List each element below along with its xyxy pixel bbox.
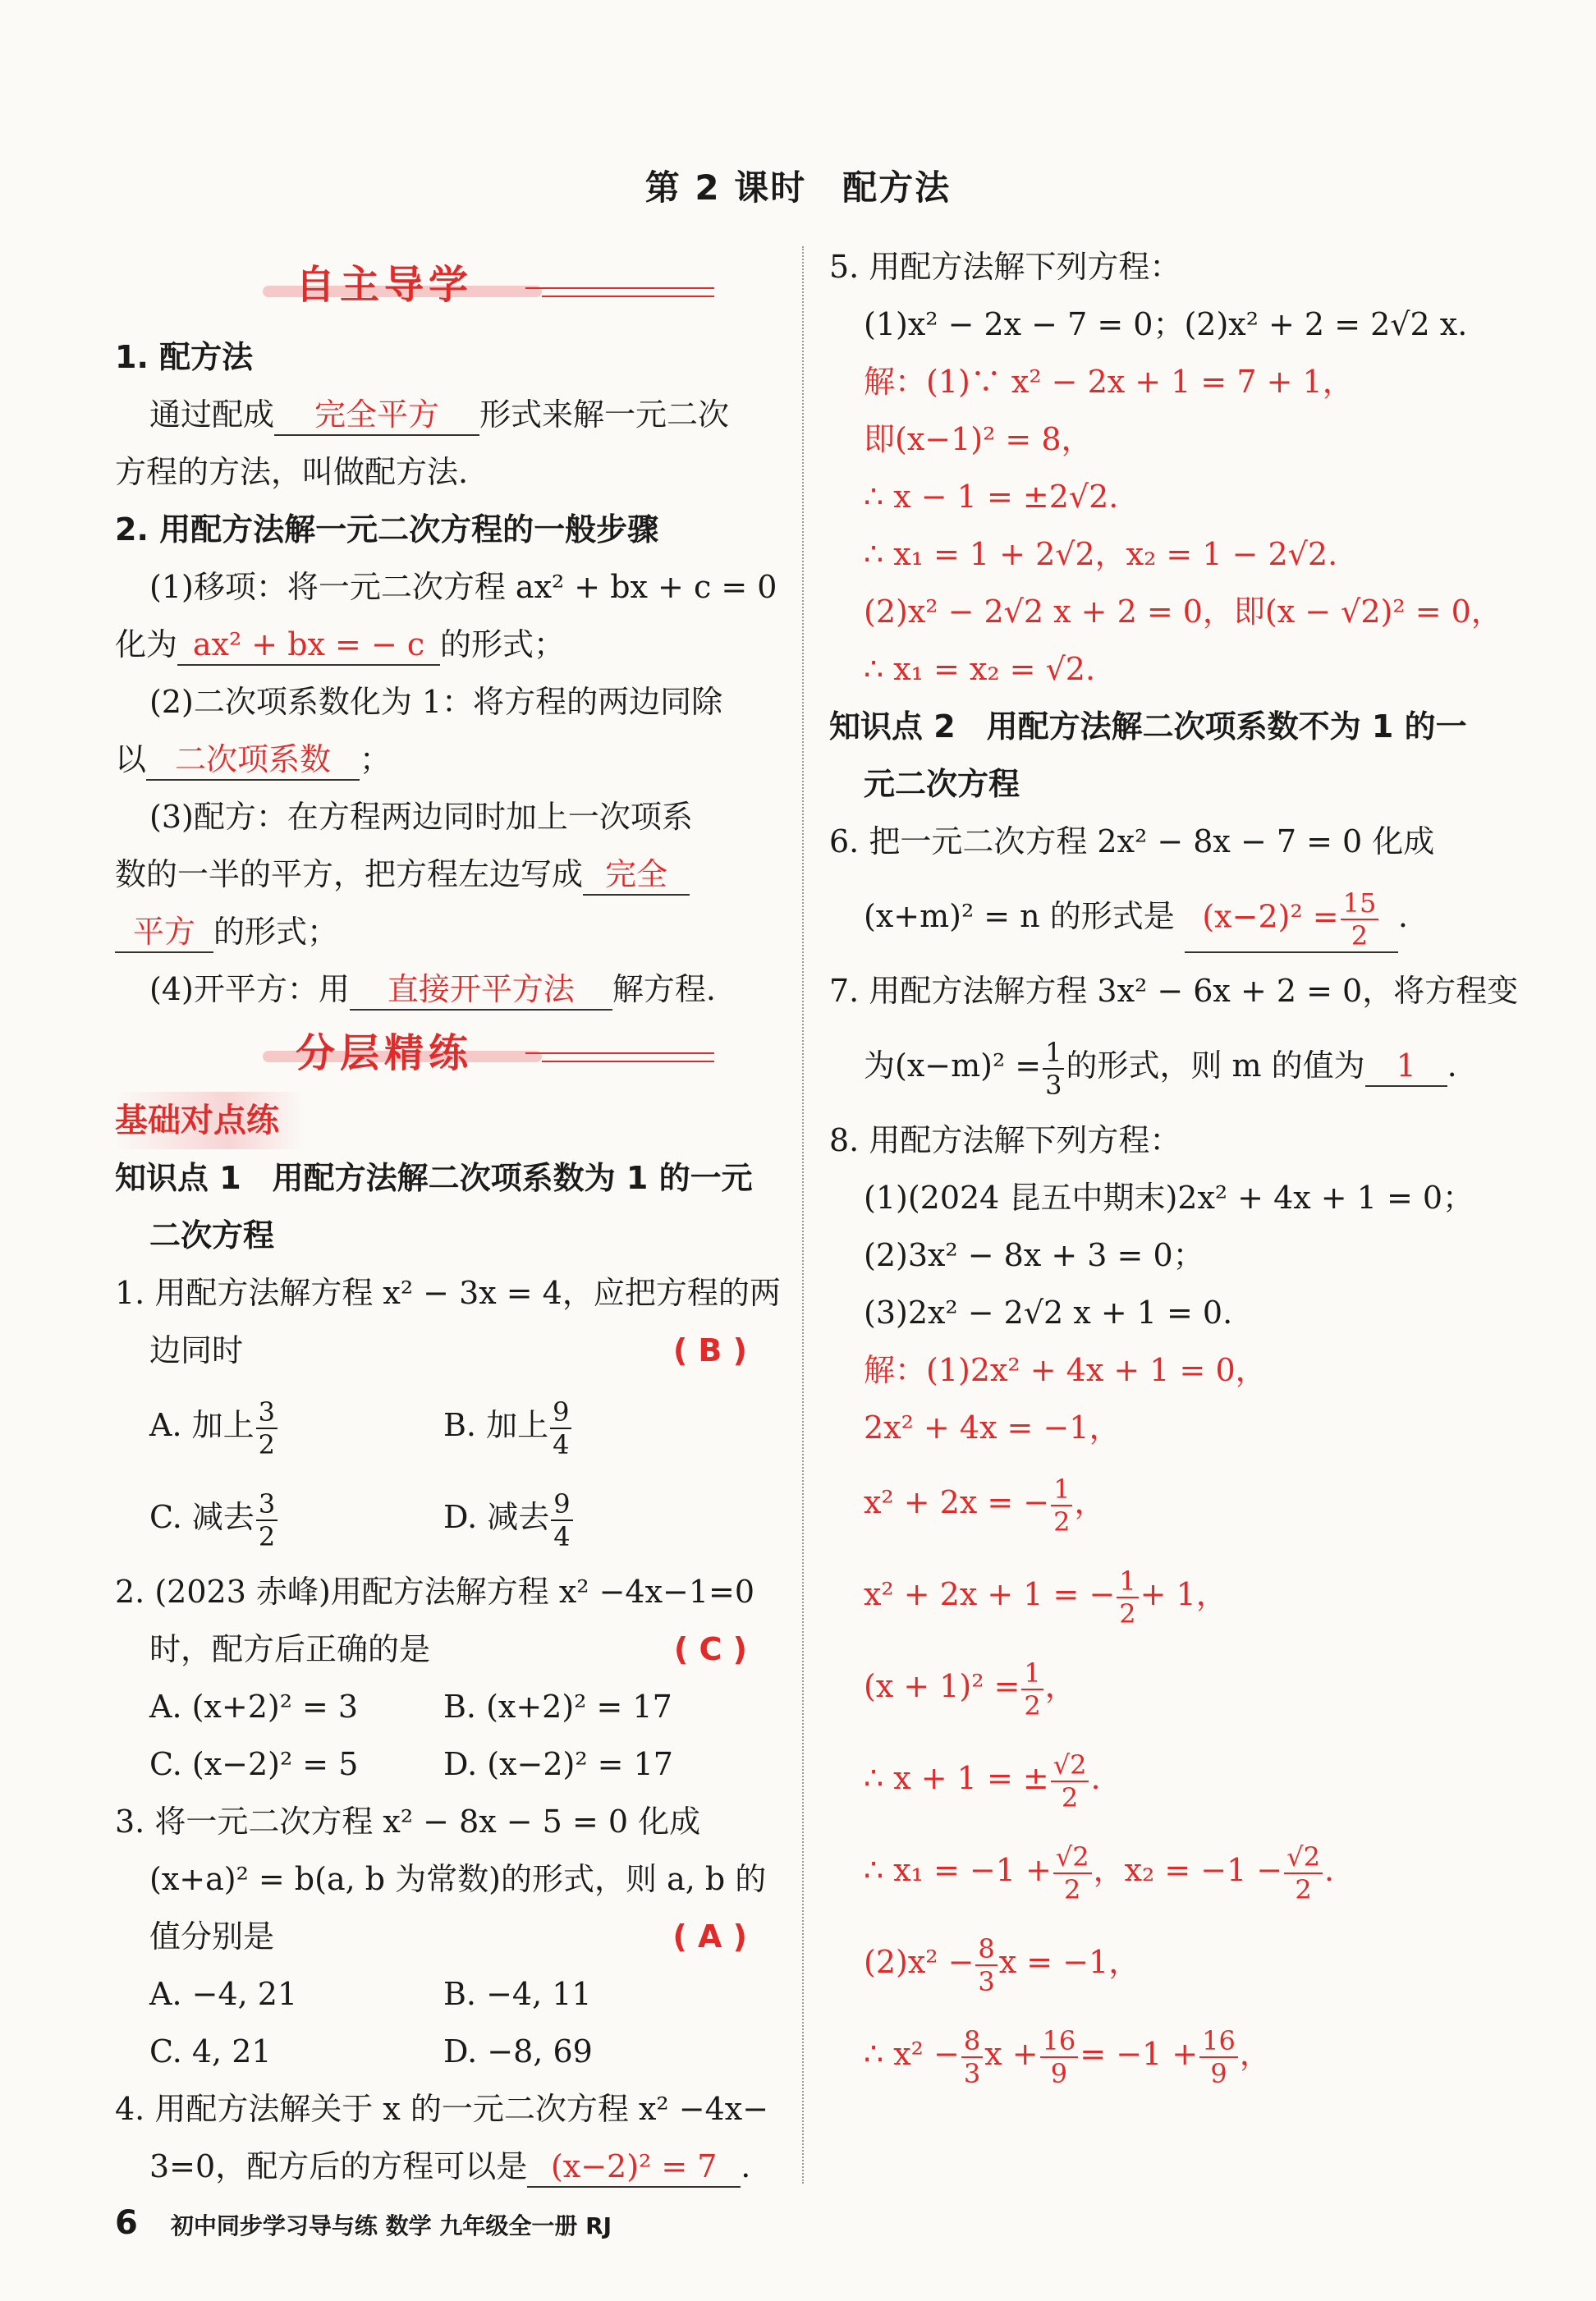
fraction bbox=[1021, 1657, 1043, 1721]
knowledge-point-heading: 知识点 1 用配方法解二次项系数为 1 的一元 bbox=[115, 1160, 753, 1196]
fraction bbox=[256, 1396, 277, 1460]
text-line bbox=[115, 846, 772, 903]
fraction bbox=[1043, 1037, 1064, 1101]
text: 时，配方后正确的是 bbox=[149, 1631, 431, 1667]
numerator: 16 bbox=[1199, 2025, 1238, 2058]
knowledge-point-heading: 知识点 2 用配方法解二次项系数不为 1 的一 bbox=[829, 708, 1467, 745]
text-line bbox=[115, 386, 772, 443]
choice-row bbox=[115, 1471, 772, 1563]
text: 的形式； bbox=[213, 914, 339, 950]
knowledge-point-heading: 二次方程 bbox=[149, 1217, 275, 1254]
text: . bbox=[1397, 898, 1408, 934]
choice-a: A. (x+2)² = 3 bbox=[149, 1689, 359, 1725]
denominator: 2 bbox=[1024, 1689, 1041, 1721]
denominator: 3 bbox=[1045, 1069, 1062, 1101]
denominator: 2 bbox=[258, 1428, 275, 1460]
text: 形式来解一元二次 bbox=[479, 396, 730, 433]
fill-blank-answer: 直接开平方法 bbox=[350, 971, 612, 1011]
text-line bbox=[115, 903, 772, 960]
fill-blank-answer: 二次项系数 bbox=[146, 741, 360, 781]
denominator: 2 bbox=[1053, 1506, 1071, 1538]
fraction bbox=[1053, 1841, 1092, 1905]
text: (4)开平方：用 bbox=[149, 971, 350, 1007]
solution-line bbox=[829, 1824, 1494, 1916]
question-5-equations: (1)x² − 2x − 7 = 0；(2)x² + 2 = 2√2 x. bbox=[864, 306, 1468, 342]
fill-blank-answer: ax² + bx = − c bbox=[177, 626, 440, 666]
text: 数的一半的平方，把方程左边写成 bbox=[115, 856, 584, 892]
fraction bbox=[1341, 887, 1379, 951]
choice-c: C. 4, 21 bbox=[149, 2033, 272, 2070]
fraction bbox=[975, 1933, 997, 1997]
fraction bbox=[551, 1488, 572, 1552]
choice-b bbox=[443, 1379, 573, 1471]
denominator: 4 bbox=[553, 1520, 571, 1552]
question-5: 5. 用配方法解下列方程： bbox=[829, 249, 1181, 285]
fill-blank-answer: 1 bbox=[1365, 1047, 1447, 1087]
choice-d bbox=[443, 1471, 575, 1563]
numerator: 16 bbox=[1040, 2025, 1079, 2058]
fill-blank-answer bbox=[1185, 887, 1398, 953]
solution-line bbox=[829, 1456, 1494, 1548]
solution-line bbox=[829, 1640, 1494, 1732]
knowledge-heading: 2. 用配方法解一元二次方程的一般步骤 bbox=[115, 511, 659, 548]
text: . bbox=[1323, 1852, 1335, 1888]
fraction bbox=[1040, 2025, 1079, 2089]
numerator: 3 bbox=[256, 1396, 277, 1429]
solution-line: ∴ x₁ = x₂ = √2. bbox=[864, 651, 1096, 687]
text: B. 加上 bbox=[443, 1407, 549, 1443]
text: . bbox=[741, 2148, 751, 2184]
section-decor-line bbox=[542, 296, 714, 297]
knowledge-heading: 1. 配方法 bbox=[115, 339, 254, 375]
solution-line: ∴ x₁ = 1 + 2√2，x₂ = 1 − 2√2. bbox=[864, 536, 1338, 572]
question-7-line bbox=[829, 1020, 1494, 1112]
text: 的形式； bbox=[440, 626, 566, 662]
text: 以 bbox=[115, 741, 147, 777]
text: 的形式，则 m 的值为 bbox=[1066, 1047, 1365, 1084]
choice-row bbox=[115, 1678, 772, 1735]
fraction bbox=[961, 2025, 983, 2089]
text: 值分别是 bbox=[149, 1918, 275, 1955]
text: C. 减去 bbox=[149, 1499, 255, 1535]
page-number: 6 bbox=[115, 2204, 138, 2242]
question-3-line: (x+a)² = b(a, b 为常数)的形式，则 a, b 的 bbox=[149, 1861, 767, 1897]
choice-b: B. (x+2)² = 17 bbox=[443, 1689, 672, 1725]
fill-blank-answer: (x−2)² = 7 bbox=[527, 2148, 741, 2188]
text-line: (3)配方：在方程两边同时加上一次项系 bbox=[149, 799, 693, 835]
fraction bbox=[550, 1396, 571, 1460]
text-line bbox=[115, 616, 772, 673]
numerator: 8 bbox=[961, 2025, 983, 2058]
text-line bbox=[115, 731, 772, 788]
section-title: 自主导学 bbox=[296, 262, 474, 308]
page-footer bbox=[115, 2204, 612, 2242]
numerator: √2 bbox=[1051, 1749, 1089, 1782]
numerator: 8 bbox=[975, 1933, 997, 1966]
choice-b: B. −4, 11 bbox=[443, 1976, 592, 2012]
text: + 1， bbox=[1140, 1576, 1227, 1612]
denominator: 2 bbox=[1295, 1873, 1312, 1905]
section-title: 分层精练 bbox=[296, 1030, 474, 1076]
denominator: 4 bbox=[553, 1428, 570, 1460]
text: x² + 2x = − bbox=[864, 1484, 1050, 1520]
text: D. 减去 bbox=[443, 1499, 550, 1535]
solution-line: 即(x−1)² = 8， bbox=[864, 421, 1093, 457]
text: ∴ x + 1 = ± bbox=[864, 1760, 1049, 1796]
section-decor-line bbox=[542, 1061, 714, 1062]
solution-line bbox=[829, 1732, 1494, 1824]
answer-text: (x−2)² = bbox=[1202, 898, 1339, 934]
solution-line: 解：(1)∵ x² − 2x + 1 = 7 + 1， bbox=[864, 364, 1354, 400]
text: x² + 2x + 1 = − bbox=[864, 1576, 1116, 1612]
basic-practice-badge bbox=[115, 1092, 772, 1149]
denominator: 3 bbox=[978, 1965, 995, 1997]
question-7: 7. 用配方法解方程 3x² − 6x + 2 = 0，将方程变 bbox=[829, 973, 1519, 1009]
text: ， bbox=[1074, 1484, 1106, 1520]
denominator: 2 bbox=[1061, 1781, 1079, 1813]
badge-label: 基础对点练 bbox=[115, 1092, 304, 1149]
question-4-line bbox=[115, 2138, 772, 2195]
text: 解方程. bbox=[612, 971, 716, 1007]
question-3-line bbox=[115, 1908, 772, 1965]
denominator: 2 bbox=[1351, 919, 1369, 951]
solution-line: ∴ x − 1 = ±2√2. bbox=[864, 479, 1119, 515]
question-8-part: (2)3x² − 8x + 3 = 0； bbox=[864, 1237, 1204, 1273]
numerator: √2 bbox=[1053, 1841, 1092, 1874]
answer-choice: ( A ) bbox=[672, 1918, 747, 1955]
choice-c: C. (x−2)² = 5 bbox=[149, 1746, 359, 1782]
section-decor-line bbox=[525, 1052, 714, 1054]
text-line: (1)移项：将一元二次方程 ax² + bx + c = 0 bbox=[149, 569, 777, 605]
denominator: 2 bbox=[1119, 1597, 1136, 1629]
text: 为(x−m)² = bbox=[864, 1047, 1042, 1084]
text-line: 方程的方法，叫做配方法. bbox=[115, 454, 469, 490]
question-8: 8. 用配方法解下列方程： bbox=[829, 1122, 1181, 1158]
text: ； bbox=[360, 741, 392, 777]
denominator: 3 bbox=[963, 2057, 981, 2089]
fraction bbox=[1051, 1474, 1072, 1538]
text: x = −1， bbox=[998, 1944, 1140, 1980]
question-8-part: (3)2x² − 2√2 x + 1 = 0. bbox=[864, 1295, 1233, 1331]
text: . bbox=[1090, 1760, 1101, 1796]
numerator: 15 bbox=[1341, 887, 1379, 920]
numerator: √2 bbox=[1284, 1841, 1323, 1874]
denominator: 9 bbox=[1210, 2057, 1227, 2089]
fraction bbox=[256, 1488, 277, 1552]
numerator: 9 bbox=[550, 1396, 571, 1429]
solution-line bbox=[829, 1548, 1494, 1640]
section-header-practice bbox=[115, 1018, 772, 1092]
text: (x + 1)² = bbox=[864, 1668, 1020, 1704]
fill-blank-answer: 完全 bbox=[583, 856, 690, 896]
fill-blank-answer: 完全平方 bbox=[274, 396, 479, 436]
left-column bbox=[115, 238, 781, 2195]
denominator: 9 bbox=[1050, 2057, 1068, 2089]
numerator: 1 bbox=[1051, 1474, 1072, 1506]
text: ， bbox=[1239, 2036, 1271, 2072]
text: x + bbox=[984, 2036, 1039, 2072]
choice-row bbox=[115, 1965, 772, 2023]
solution-line: 2x² + 4x = −1， bbox=[864, 1409, 1121, 1446]
text: A. 加上 bbox=[149, 1407, 255, 1443]
numerator: 3 bbox=[256, 1488, 277, 1521]
numerator: 1 bbox=[1043, 1037, 1064, 1070]
question-1-line bbox=[115, 1322, 772, 1379]
solution-line: (2)x² − 2√2 x + 2 = 0，即(x − √2)² = 0， bbox=[864, 594, 1502, 630]
text: (x+m)² = n 的形式是 bbox=[864, 898, 1175, 934]
choice-a bbox=[149, 1396, 279, 1460]
section-header-self-study bbox=[115, 238, 772, 328]
text-line bbox=[115, 960, 772, 1018]
fill-blank-answer: 平方 bbox=[115, 914, 213, 953]
text: ， bbox=[1044, 1668, 1076, 1704]
question-3: 3. 将一元二次方程 x² − 8x − 5 = 0 化成 bbox=[115, 1804, 701, 1840]
fraction bbox=[1117, 1565, 1138, 1629]
text: (2)x² − bbox=[864, 1944, 975, 1980]
question-1: 1. 用配方法解方程 x² − 3x = 4，应把方程的两 bbox=[115, 1275, 781, 1311]
text: ，x₂ = −1 − bbox=[1093, 1852, 1283, 1888]
solution-line bbox=[829, 1916, 1494, 2008]
choice-row bbox=[115, 1735, 772, 1793]
solution-line: 解：(1)2x² + 4x + 1 = 0， bbox=[864, 1352, 1267, 1388]
column-divider bbox=[802, 246, 804, 2184]
question-4: 4. 用配方法解关于 x 的一元二次方程 x² −4x− bbox=[115, 2091, 769, 2127]
text: 边同时 bbox=[149, 1332, 244, 1368]
text: 3=0，配方后的方程可以是 bbox=[149, 2148, 528, 2184]
text: = −1 + bbox=[1080, 2036, 1199, 2072]
fraction bbox=[1051, 1749, 1089, 1813]
choice-row bbox=[115, 2023, 772, 2080]
fraction bbox=[1199, 2025, 1238, 2089]
denominator: 2 bbox=[1064, 1873, 1081, 1905]
text: ∴ x² − bbox=[864, 2036, 960, 2072]
choice-d: D. (x−2)² = 17 bbox=[443, 1746, 673, 1782]
answer-choice: ( B ) bbox=[672, 1332, 747, 1368]
denominator: 2 bbox=[258, 1520, 276, 1552]
choice-row bbox=[115, 1379, 772, 1471]
question-8-part: (1)(2024 昆五中期末)2x² + 4x + 1 = 0； bbox=[864, 1180, 1474, 1216]
numerator: 1 bbox=[1021, 1657, 1043, 1690]
text: ∴ x₁ = −1 + bbox=[864, 1852, 1052, 1888]
text: 化为 bbox=[115, 626, 178, 662]
question-6-line bbox=[829, 870, 1494, 962]
text: 通过配成 bbox=[149, 396, 275, 433]
question-2-line bbox=[115, 1620, 772, 1678]
answer-choice: ( C ) bbox=[673, 1631, 747, 1667]
right-column bbox=[829, 238, 1519, 2100]
book-title: 初中同步学习导与练 数学 九年级全一册 RJ bbox=[170, 2212, 612, 2239]
solution-line bbox=[829, 2008, 1494, 2100]
choice-a: A. −4, 21 bbox=[149, 1976, 298, 2012]
choice-c bbox=[149, 1487, 279, 1552]
page-title: 第 2 课时 配方法 bbox=[644, 167, 952, 208]
numerator: 9 bbox=[551, 1488, 572, 1521]
question-6: 6. 把一元二次方程 2x² − 8x − 7 = 0 化成 bbox=[829, 823, 1435, 859]
section-decor-line bbox=[525, 287, 714, 289]
question-2: 2. (2023 赤峰)用配方法解方程 x² −4x−1=0 bbox=[115, 1574, 755, 1610]
text-line: (2)二次项系数化为 1：将方程的两边同除 bbox=[149, 684, 723, 720]
numerator: 1 bbox=[1117, 1565, 1138, 1598]
text: . bbox=[1447, 1047, 1457, 1084]
fraction bbox=[1284, 1841, 1323, 1905]
choice-d: D. −8, 69 bbox=[443, 2033, 593, 2070]
knowledge-point-heading: 元二次方程 bbox=[864, 766, 1020, 802]
